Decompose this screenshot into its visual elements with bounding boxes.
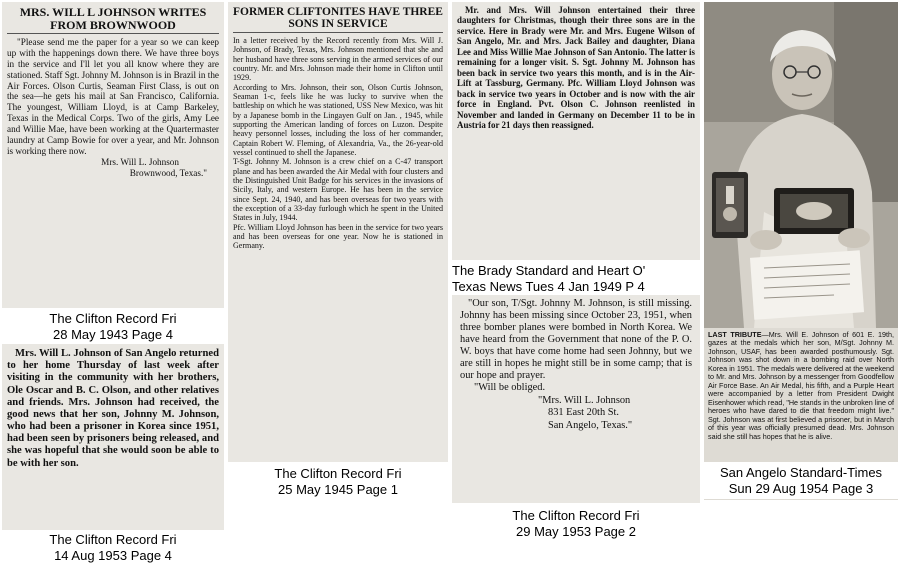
clipping-body: "Please send me the paper for a year so we can keep up with the happenings down there. We have three boys in the service and I'll let you all know where they are stationed. Staff Sgt. Johnny M. Johnson is in Brazil in the Air Forces. Olson Curtis, Seaman First Class, is out on the sea—he gets his mail at San Francisco, California. The youngest, William Lloyd, is at Camp Barkeley, Texas in the Medical Corps. Two of the girls, Amy Lee and Willie Mae, have been working at the Quartermaster laundry at Camp Bowie for over a year, and Mr. Johnson is working there now.	[7, 37, 219, 156]
signature-place: San Angelo, Texas."	[548, 419, 633, 431]
clipping-body: In a letter received by the Record recently from Mrs. Will J. Johnson, of Brady, Texas, Mrs. Johnson mentioned that she and her husband have three sons serving in the armed services of our country. Mr. and Mrs. Johnson made their home in Clifton until 1929. According to Mrs. Johnson, their son, Olson Curtis Johnson, Seaman 1-c, feels like he was lucky to survive when the battleship on which he was stationed, USS New Mexico, was hit by a Japanese bomb in the Lingayen Gulf on Jan. , 1945, while supporting the American landing of forces on Luzon. Despite heavy personnel losses, including the loss of her commander, Captain Robert W. Fleming, of Alexandria, Va., the 26-year-old vessel continued to shell the Japanese. T-Sgt. Johnny M. Johnson is a crew chief on a C-47 transport plane and has been awarded the Air Medal with four clusters and the Distinguished Unit Badge for his services in the invasions of Sicily, Italy, and western Europe. He has been in the service since Sept. 24, 1940, and has been overseas for two years with the exception of a 33-day furlough which he spent in the United States in July, 1944. Pfc. William Lloyd Johnson has been in the service for two years and has been overseas for one year. Now he is stationed in Germany.	[233, 36, 443, 251]
photo-caption-lead: LAST TRIBUTE	[708, 330, 762, 339]
source-caption: The Clifton Record Fri 28 May 1943 Page 4	[49, 311, 177, 342]
photo-medals	[704, 2, 898, 328]
clipping-headline: FORMER CLIFTONITES HAVE THREE SONS IN SERVICE	[233, 6, 443, 31]
source-caption: The Clifton Record Fri 25 May 1945 Page 1	[274, 466, 402, 497]
clipping-1949-christmas	[452, 2, 700, 260]
signature-place: Brownwood, Texas."	[129, 167, 207, 178]
clipping-1953-visit	[2, 344, 224, 530]
source-caption: The Clifton Record Fri 14 Aug 1953 Page 4	[49, 532, 177, 563]
clipping-body: Mrs. Will L. Johnson of San Angelo returned to her home Thursday of last week after visiting in the community with her brothers, Ole Oscar and B. C. Olson, and other relatives and friends. Mrs. Johnson had received, the good news that her son, Johnny M. Johnson, who had been a prisoner in Korea since 1951, had been seen by prisoners being released, and she was hopeful that she would soon be able to be with her son.	[7, 348, 219, 469]
clipping-1953-missing	[452, 295, 700, 503]
photo-caption-text: —Mrs. Will E. Johnson of 601 E. 19th, gazes at the medals which her son, M/Sgt. Johnny M. Johnson, USAF, has been awarded posthumously. Sgt. Johnson was shot down in a bombing raid over North Korea in 1951. The medals were delivered at the weekend to Mr. and Mrs. Johnson by a messenger from Goodfellow Air Force Base. An Air Medal, his fifth, and a Purple Heart were accompanied by a letter from President Dwight Eisenhower which read, "He stands in the unbroken line of heroes who have dared to die that freedom might live." Sgt. Johnson was at first believed a prisoner, but in March of this year was officially presumed dead. Mrs. Johnson said she still has hopes that he is alive.	[708, 330, 895, 441]
clipping-body: "Our son, T/Sgt. Johnny M. Johnson, is still missing. Johnny has been missing since October 23, 1951, when three bomber planes were bombed in North Korea. We have heard from the Government that none of the P. O. W. boys that have come home had seen Johnny, but we are still in hopes he might still be in some camp; that is our hope and prayer.	[460, 298, 692, 382]
divider	[233, 32, 443, 33]
closing-line: "Will be obliged.	[474, 382, 546, 394]
clipping-1943-brownwood	[2, 2, 224, 308]
source-caption: The Clifton Record Fri 29 May 1953 Page 2	[512, 508, 640, 539]
divider	[7, 33, 219, 34]
clipping-1945-three-sons	[228, 2, 448, 462]
clipping-body: Mr. and Mrs. Will Johnson entertained their three daughters for Christmas, though their three sons are in the service. Here in Brady were Mr. and Mrs. Eugene Wilson of San Angelo, Mr. and Mrs. Jack Bailey and daughter, Diana Lee and Miss Willie Mae Johnson of San Antonio. The latter is remaining for a longer visit. S. Sgt. Johnny M. Johnson has been back in service two years this month, and is in the Air-Lift at Tassburg, Germany. Pfc. William Lloyd Johnson was back in service two years in October and is now with the air force in England. Pvt. Olson C. Johnson reenlisted in November and landed in Germany on December 11 to be in Austria for 21 days then reassigned.	[457, 5, 695, 131]
signature-address: 831 East 20th St.	[548, 407, 620, 419]
clipping-headline: MRS. WILL L JOHNSON WRITES FROM BROWNWOOD	[19, 5, 207, 32]
signature-name: Mrs. Will L. Johnson	[101, 156, 179, 167]
signature-name: "Mrs. Will L. Johnson	[538, 394, 631, 406]
clipping-1954-last-tribute	[704, 2, 898, 500]
source-caption: The Brady Standard and Heart O' Texas News Tues 4 Jan 1949 P 4	[452, 263, 646, 294]
source-caption: San Angelo Standard-Times Sun 29 Aug 1954 Page 3	[704, 462, 898, 499]
photo-illustration	[704, 2, 898, 328]
photo-caption	[704, 328, 898, 444]
